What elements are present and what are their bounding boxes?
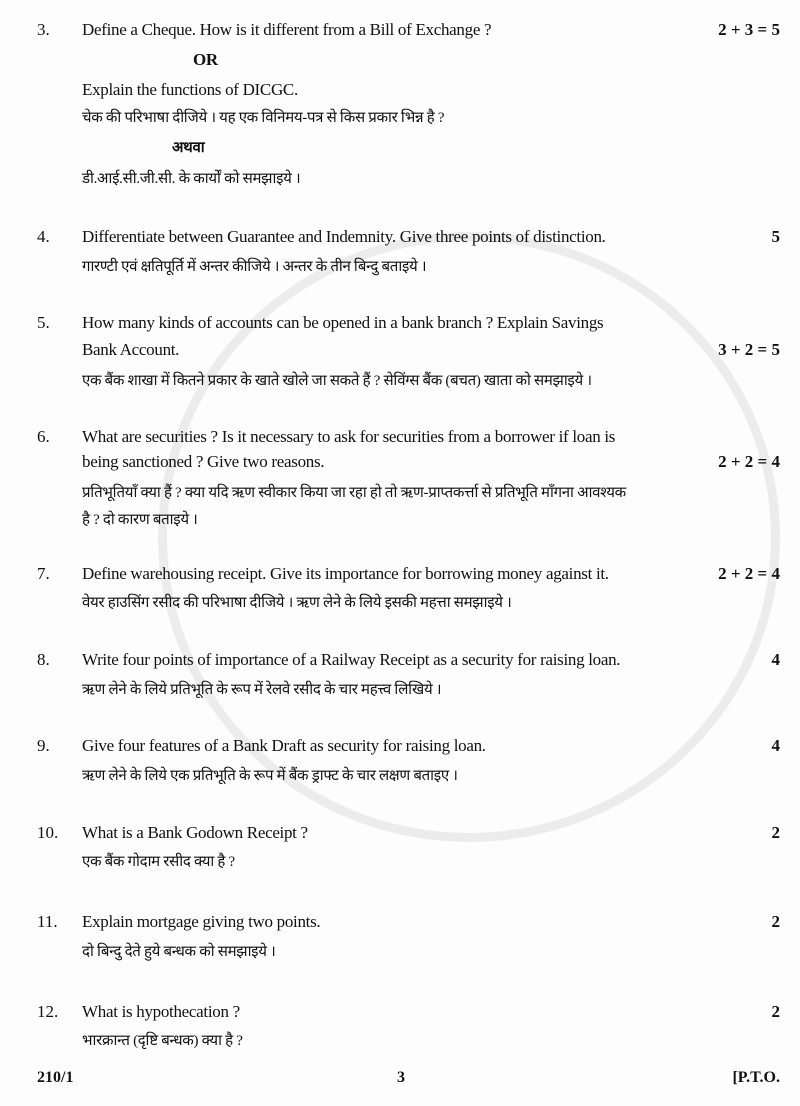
- question-text-hi: ऋण लेने के लिये प्रतिभूति के रूप में रेलवे रसीद के चार महत्त्व लिखिये ।: [82, 682, 442, 698]
- question-text-hi: ऋण लेने के लिये एक प्रतिभूति के रूप में बैंक ड्राफ्ट के चार लक्षण बताइए ।: [82, 768, 458, 784]
- question-number: 5.: [37, 313, 50, 332]
- question-number: 7.: [37, 564, 50, 583]
- question-text-en: How many kinds of accounts can be opened in a bank branch ? Explain Savings: [82, 313, 604, 332]
- question-marks: 3 + 2 = 5: [718, 340, 780, 359]
- paper-code: 210/1: [37, 1069, 74, 1086]
- question-number: 12.: [37, 1002, 59, 1021]
- question-number: 4.: [37, 227, 50, 246]
- question-number: 8.: [37, 650, 50, 669]
- question-number: 9.: [37, 736, 50, 755]
- question-text-hi: भारक्रान्त (दृष्टि बन्धक) क्या है ?: [82, 1033, 243, 1049]
- question-text-en: What are securities ? Is it necessary to ask for securities from a borrower if loan is: [82, 427, 616, 446]
- question-marks: 2 + 2 = 4: [718, 452, 780, 471]
- question-text-en: Give four features of a Bank Draft as security for raising loan.: [82, 736, 486, 755]
- question-number: 11.: [37, 912, 58, 931]
- question-text-en-cont: being sanctioned ? Give two reasons.: [82, 452, 325, 471]
- question-text-hi: एक बैंक शाखा में कितने प्रकार के खाते खोले जा सकते हैं ? सेविंग्स बैंक (बचत) खाता को समझाइये ।: [82, 373, 592, 389]
- question-number: 6.: [37, 427, 50, 446]
- question-text-hi: एक बैंक गोदाम रसीद क्या है ?: [82, 854, 235, 870]
- question-text-hi: वेयर हाउसिंग रसीद की परिभाषा दीजिये । ऋण लेने के लिये इसकी महत्ता समझाइये ।: [82, 595, 512, 611]
- question-marks: 2 + 3 = 5: [718, 20, 780, 39]
- question-text-en: What is a Bank Godown Receipt ?: [82, 823, 308, 842]
- question-text-en: What is hypothecation ?: [82, 1002, 240, 1021]
- question-marks: 5: [771, 227, 780, 246]
- question-text-hi: चेक की परिभाषा दीजिये । यह एक विनिमय-पत्र से किस प्रकार भिन्न है ?: [82, 110, 445, 126]
- question-text-en: Write four points of importance of a Railway Receipt as a security for raising loan.: [82, 650, 621, 669]
- question-number: 3.: [37, 20, 50, 39]
- pto-label: [P.T.O.: [732, 1069, 780, 1086]
- question-text-hi: प्रतिभूतियाँ क्या हैं ? क्या यदि ऋण स्वीकार किया जा रहा हो तो ऋण-प्राप्तकर्त्ता से प्रतिभूति माँगना आवश्यक: [82, 485, 626, 501]
- question-text-en-cont: Bank Account.: [82, 340, 180, 359]
- question-number: 10.: [37, 823, 59, 842]
- question-text-hi: दो बिन्दु देते हुये बन्धक को समझाइये ।: [82, 944, 276, 960]
- question-alt-hi: डी.आई.सी.जी.सी. के कार्यों को समझाइये ।: [82, 171, 301, 187]
- question-text-en: Define a Cheque. How is it different from a Bill of Exchange ?: [82, 20, 492, 39]
- question-marks: 4: [771, 650, 780, 669]
- question-text-en: Define warehousing receipt. Give its importance for borrowing money against it.: [82, 564, 609, 583]
- question-text-en: Explain mortgage giving two points.: [82, 912, 321, 931]
- question-marks: 2: [771, 823, 780, 842]
- question-marks: 2: [771, 1002, 780, 1021]
- question-marks: 4: [771, 736, 780, 755]
- page-number: 3: [397, 1069, 405, 1086]
- question-alt-en: Explain the functions of DICGC.: [82, 80, 298, 99]
- question-marks: 2 + 2 = 4: [718, 564, 780, 583]
- or-label: OR: [193, 50, 218, 69]
- question-marks: 2: [771, 912, 780, 931]
- or-label-hi: अथवा: [172, 140, 205, 156]
- question-text-hi: गारण्टी एवं क्षतिपूर्ति में अन्तर कीजिये । अन्तर के तीन बिन्दु बताइये ।: [82, 259, 427, 275]
- question-text-hi-cont: है ? दो कारण बताइये ।: [82, 512, 198, 528]
- question-text-en: Differentiate between Guarantee and Indemnity. Give three points of distinction.: [82, 227, 606, 246]
